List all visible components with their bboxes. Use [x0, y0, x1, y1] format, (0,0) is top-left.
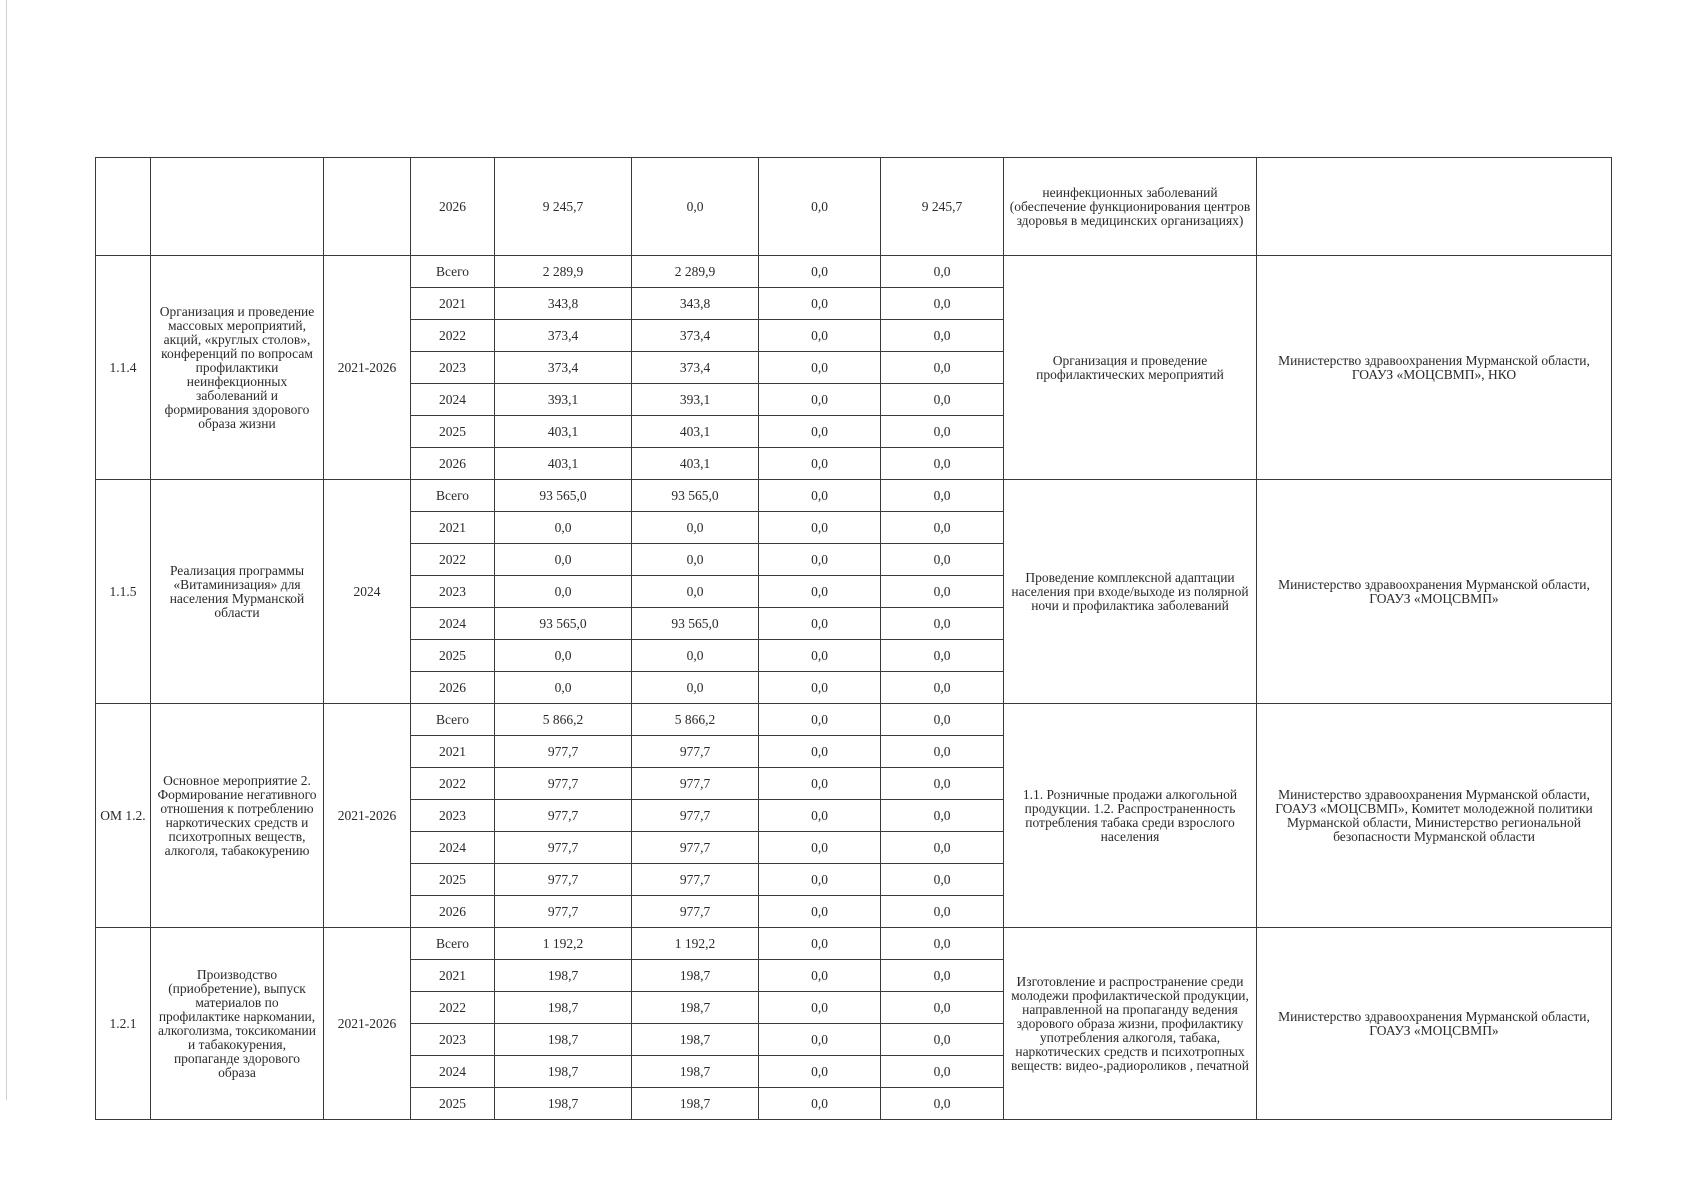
funding-cell: 1 192,2 [632, 928, 759, 960]
executor-cell: Министерство здравоохранения Мурманской области, ГОАУЗ «МОЦСВМП» [1257, 928, 1612, 1120]
funding-cell: 0,0 [759, 832, 881, 864]
total-cell: 93 565,0 [495, 480, 632, 512]
funding-cell: 0,0 [759, 896, 881, 928]
funding-cell: 0,0 [759, 928, 881, 960]
funding-cell: 403,1 [632, 416, 759, 448]
table-row [96, 480, 1612, 512]
funding-cell: 0,0 [759, 640, 881, 672]
funding-cell: 0,0 [759, 512, 881, 544]
total-cell: 0,0 [495, 640, 632, 672]
indicator-cell: Организация и проведение профилактических мероприятий [1004, 256, 1257, 480]
executor-cell [1257, 158, 1612, 256]
funding-cell: 0,0 [881, 1088, 1004, 1120]
program-table [95, 157, 1612, 1120]
funding-cell: 0,0 [759, 608, 881, 640]
total-cell: 0,0 [495, 544, 632, 576]
code-cell [96, 158, 151, 256]
year-cell: 2023 [411, 352, 495, 384]
funding-cell: 0,0 [759, 352, 881, 384]
year-cell: 2021 [411, 960, 495, 992]
total-cell: 373,4 [495, 352, 632, 384]
funding-cell: 0,0 [632, 576, 759, 608]
funding-cell: 0,0 [759, 1056, 881, 1088]
year-cell: 2026 [411, 448, 495, 480]
name-cell: Организация и проведение массовых мероприятий, акций, «круглых столов», конференций по вопросам профилактики неинфекционных заболеваний и формирования здорового образа жизни [151, 256, 324, 480]
funding-cell: 198,7 [632, 1088, 759, 1120]
funding-cell: 0,0 [632, 158, 759, 256]
funding-cell: 0,0 [881, 1024, 1004, 1056]
funding-cell: 393,1 [632, 384, 759, 416]
year-cell: 2021 [411, 736, 495, 768]
funding-cell: 373,4 [632, 352, 759, 384]
funding-cell: 403,1 [632, 448, 759, 480]
total-cell: 198,7 [495, 960, 632, 992]
total-cell: 0,0 [495, 672, 632, 704]
funding-cell: 198,7 [632, 960, 759, 992]
funding-cell: 0,0 [881, 448, 1004, 480]
total-cell: 5 866,2 [495, 704, 632, 736]
period-cell: 2021-2026 [324, 928, 411, 1120]
total-cell: 0,0 [495, 576, 632, 608]
funding-cell: 0,0 [881, 800, 1004, 832]
funding-cell: 93 565,0 [632, 480, 759, 512]
year-cell: 2025 [411, 864, 495, 896]
name-cell: Производство (приобретение), выпуск материалов по профилактике наркомании, алкоголизма, токсикомании и табакокурения, пропаганде здорового образа [151, 928, 324, 1120]
scan-artifact [6, 0, 7, 1100]
funding-cell: 977,7 [632, 896, 759, 928]
year-cell: 2025 [411, 640, 495, 672]
total-cell: 198,7 [495, 1056, 632, 1088]
funding-cell: 0,0 [881, 640, 1004, 672]
period-cell: 2024 [324, 480, 411, 704]
funding-cell: 0,0 [632, 544, 759, 576]
funding-cell: 0,0 [881, 384, 1004, 416]
year-cell: 2026 [411, 158, 495, 256]
funding-cell: 93 565,0 [632, 608, 759, 640]
funding-cell: 0,0 [759, 158, 881, 256]
funding-cell: 0,0 [759, 672, 881, 704]
table-body [96, 158, 1612, 1120]
total-cell: 2 289,9 [495, 256, 632, 288]
year-cell: 2023 [411, 576, 495, 608]
total-cell: 977,7 [495, 832, 632, 864]
funding-cell: 0,0 [881, 672, 1004, 704]
total-cell: 0,0 [495, 512, 632, 544]
total-cell: 1 192,2 [495, 928, 632, 960]
funding-cell: 5 866,2 [632, 704, 759, 736]
year-cell: 2026 [411, 672, 495, 704]
funding-cell: 0,0 [881, 416, 1004, 448]
funding-cell: 0,0 [759, 480, 881, 512]
funding-cell: 0,0 [881, 928, 1004, 960]
funding-cell: 0,0 [759, 960, 881, 992]
funding-cell: 198,7 [632, 1056, 759, 1088]
year-cell: Всего [411, 928, 495, 960]
funding-cell: 977,7 [632, 832, 759, 864]
funding-cell: 0,0 [881, 352, 1004, 384]
funding-cell: 0,0 [759, 256, 881, 288]
indicator-cell: Изготовление и распространение среди молодежи профилактической продукции, направленной на пропаганду ведения здорового образа жизни, профилактику употребления алкоголя, табака, наркотических средств и психотропных веществ: видео-,радиороликов , печатной [1004, 928, 1257, 1120]
total-cell: 977,7 [495, 864, 632, 896]
year-cell: 2021 [411, 288, 495, 320]
code-cell: 1.2.1 [96, 928, 151, 1120]
name-cell [151, 158, 324, 256]
total-cell: 198,7 [495, 1024, 632, 1056]
funding-cell: 0,0 [632, 672, 759, 704]
funding-cell: 0,0 [881, 768, 1004, 800]
indicator-cell: 1.1. Розничные продажи алкогольной продукции. 1.2. Распространенность потребления табака среди взрослого населения [1004, 704, 1257, 928]
indicator-cell: неинфекционных заболеваний (обеспечение функционирования центров здоровья в медицинских организациях) [1004, 158, 1257, 256]
executor-cell: Министерство здравоохранения Мурманской области, ГОАУЗ «МОЦСВМП», НКО [1257, 256, 1612, 480]
funding-cell: 0,0 [759, 992, 881, 1024]
year-cell: 2024 [411, 608, 495, 640]
funding-cell: 0,0 [881, 704, 1004, 736]
year-cell: 2022 [411, 320, 495, 352]
funding-cell: 0,0 [881, 992, 1004, 1024]
year-cell: 2022 [411, 768, 495, 800]
funding-cell: 0,0 [632, 512, 759, 544]
funding-cell: 0,0 [881, 480, 1004, 512]
table-row [96, 256, 1612, 288]
indicator-cell: Проведение комплексной адаптации населения при входе/выходе из полярной ночи и профилактика заболеваний [1004, 480, 1257, 704]
year-cell: 2023 [411, 800, 495, 832]
funding-cell: 0,0 [759, 320, 881, 352]
total-cell: 403,1 [495, 448, 632, 480]
funding-cell: 0,0 [759, 768, 881, 800]
funding-cell: 0,0 [759, 736, 881, 768]
total-cell: 977,7 [495, 896, 632, 928]
funding-cell: 0,0 [881, 512, 1004, 544]
year-cell: 2026 [411, 896, 495, 928]
funding-cell: 373,4 [632, 320, 759, 352]
total-cell: 9 245,7 [495, 158, 632, 256]
total-cell: 343,8 [495, 288, 632, 320]
year-cell: 2025 [411, 416, 495, 448]
funding-cell: 0,0 [881, 864, 1004, 896]
funding-cell: 0,0 [759, 864, 881, 896]
total-cell: 198,7 [495, 1088, 632, 1120]
code-cell: ОМ 1.2. [96, 704, 151, 928]
funding-cell: 0,0 [881, 608, 1004, 640]
funding-cell: 0,0 [759, 544, 881, 576]
funding-cell: 0,0 [759, 1088, 881, 1120]
funding-cell: 977,7 [632, 864, 759, 896]
funding-cell: 2 289,9 [632, 256, 759, 288]
funding-cell: 0,0 [759, 1024, 881, 1056]
year-cell: Всего [411, 704, 495, 736]
funding-cell: 0,0 [881, 832, 1004, 864]
funding-cell: 977,7 [632, 800, 759, 832]
funding-cell: 0,0 [881, 320, 1004, 352]
name-cell: Основное мероприятие 2. Формирование негативного отношения к потреблению наркотических средств и психотропных веществ, алкоголя, табакокурению [151, 704, 324, 928]
year-cell: 2021 [411, 512, 495, 544]
total-cell: 977,7 [495, 800, 632, 832]
period-cell: 2021-2026 [324, 256, 411, 480]
code-cell: 1.1.5 [96, 480, 151, 704]
funding-cell: 0,0 [881, 960, 1004, 992]
funding-cell: 977,7 [632, 736, 759, 768]
funding-cell: 0,0 [759, 416, 881, 448]
year-cell: 2023 [411, 1024, 495, 1056]
total-cell: 393,1 [495, 384, 632, 416]
funding-cell: 0,0 [881, 1056, 1004, 1088]
year-cell: Всего [411, 256, 495, 288]
table-row [96, 928, 1612, 960]
total-cell: 977,7 [495, 736, 632, 768]
name-cell: Реализация программы «Витаминизация» для населения Мурманской области [151, 480, 324, 704]
year-cell: Всего [411, 480, 495, 512]
funding-cell: 0,0 [881, 288, 1004, 320]
total-cell: 93 565,0 [495, 608, 632, 640]
year-cell: 2024 [411, 384, 495, 416]
funding-cell: 0,0 [759, 800, 881, 832]
funding-cell: 9 245,7 [881, 158, 1004, 256]
funding-cell: 0,0 [881, 896, 1004, 928]
year-cell: 2022 [411, 992, 495, 1024]
funding-cell: 0,0 [881, 576, 1004, 608]
period-cell: 2021-2026 [324, 704, 411, 928]
year-cell: 2025 [411, 1088, 495, 1120]
table-row [96, 704, 1612, 736]
funding-cell: 0,0 [881, 256, 1004, 288]
executor-cell: Министерство здравоохранения Мурманской области, ГОАУЗ «МОЦСВМП», Комитет молодежной политики Мурманской области, Министерство региональной безопасности Мурманской области [1257, 704, 1612, 928]
funding-cell: 0,0 [759, 448, 881, 480]
funding-cell: 198,7 [632, 1024, 759, 1056]
executor-cell: Министерство здравоохранения Мурманской области, ГОАУЗ «МОЦСВМП» [1257, 480, 1612, 704]
funding-cell: 0,0 [759, 576, 881, 608]
total-cell: 373,4 [495, 320, 632, 352]
year-cell: 2024 [411, 1056, 495, 1088]
funding-cell: 0,0 [881, 544, 1004, 576]
total-cell: 198,7 [495, 992, 632, 1024]
funding-cell: 198,7 [632, 992, 759, 1024]
total-cell: 977,7 [495, 768, 632, 800]
code-cell: 1.1.4 [96, 256, 151, 480]
funding-cell: 977,7 [632, 768, 759, 800]
funding-cell: 0,0 [759, 704, 881, 736]
funding-cell: 0,0 [881, 736, 1004, 768]
year-cell: 2022 [411, 544, 495, 576]
funding-cell: 0,0 [632, 640, 759, 672]
funding-cell: 0,0 [759, 384, 881, 416]
table-row [96, 158, 1612, 256]
year-cell: 2024 [411, 832, 495, 864]
funding-cell: 343,8 [632, 288, 759, 320]
period-cell [324, 158, 411, 256]
total-cell: 403,1 [495, 416, 632, 448]
funding-cell: 0,0 [759, 288, 881, 320]
